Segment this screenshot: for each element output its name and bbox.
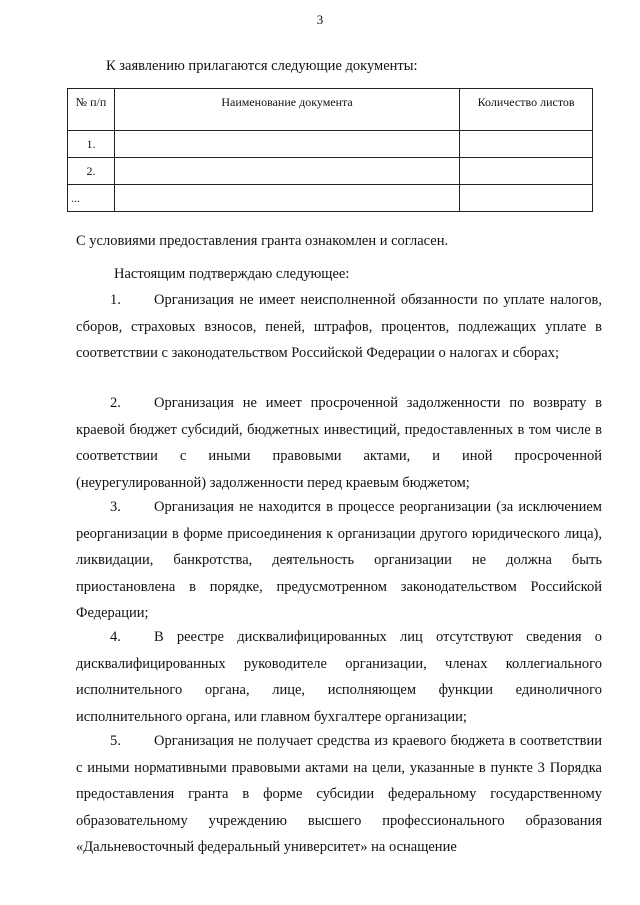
item-text: Организация не получает средства из краевого бюджета в соответствии с иными нормативными правовыми актами на цели, указанные в пункте 3 Порядка предоставления гранта в форме субсидии федеральному государственному образовательному учреждению высшего профессионального образования «Дальневосточный федеральный университет» на оснащение (76, 733, 602, 855)
row-number: 1. (68, 131, 115, 158)
page-number: 3 (316, 12, 324, 27)
row-number: ... (68, 185, 115, 212)
row-sheet-count (460, 185, 593, 212)
table-row (68, 131, 593, 158)
row-document-name (114, 158, 459, 185)
row-document-name (114, 185, 459, 212)
header-document-name: Наименование документа (114, 89, 459, 131)
header-sheet-count: Количество листов (460, 89, 593, 131)
list-item (76, 728, 602, 861)
table-row (68, 185, 593, 212)
row-document-name (114, 131, 459, 158)
attachments-intro: К заявлению прилагаются следующие документы: (106, 58, 418, 74)
list-item (76, 624, 602, 730)
header-number: № п/п (68, 89, 115, 131)
table-header-row (68, 89, 593, 131)
item-number: 5. (110, 733, 121, 749)
agreement-statement: С условиями предоставления гранта ознакомлен и согласен. (76, 233, 449, 249)
item-number: 3. (110, 499, 121, 515)
list-item (76, 494, 602, 627)
list-item (76, 287, 602, 367)
confirmation-intro: Настоящим подтверждаю следующее: (114, 266, 350, 282)
list-item (76, 390, 602, 496)
item-text: Организация не имеет неисполненной обязанности по уплате налогов, сборов, страховых взносов, пеней, штрафов, процентов, подлежащих уплате в соответствии с законодательством Российской Федерации о налогах и сборах; (76, 292, 602, 361)
item-text: Организация не находится в процессе реорганизации (за исключением реорганизации в форме присоединения к организации другого юридического лица), ликвидации, банкротства, деятельность организации не должна быть приостановлена в порядке, предусмотренном законодательством Российской Федерации; (76, 499, 602, 621)
item-number: 4. (110, 629, 121, 645)
item-number: 2. (110, 395, 121, 411)
row-sheet-count (460, 158, 593, 185)
table-row (68, 158, 593, 185)
item-text: В реестре дисквалифицированных лиц отсутствуют сведения о дисквалифицированных руководителе организации, членах коллегиального исполнительного органа, лице, исполняющем функции единоличного исполнительного органа, или главном бухгалтере организации; (76, 629, 602, 725)
item-text: Организация не имеет просроченной задолженности по возврату в краевой бюджет субсидий, бюджетных инвестиций, предоставленных в том числе в соответствии с иными правовыми актами, и иной просроченной (неурегулированной) задолженности перед краевым бюджетом; (76, 395, 602, 491)
row-number: 2. (68, 158, 115, 185)
row-sheet-count (460, 131, 593, 158)
attachments-table (67, 88, 593, 212)
item-number: 1. (110, 292, 121, 308)
